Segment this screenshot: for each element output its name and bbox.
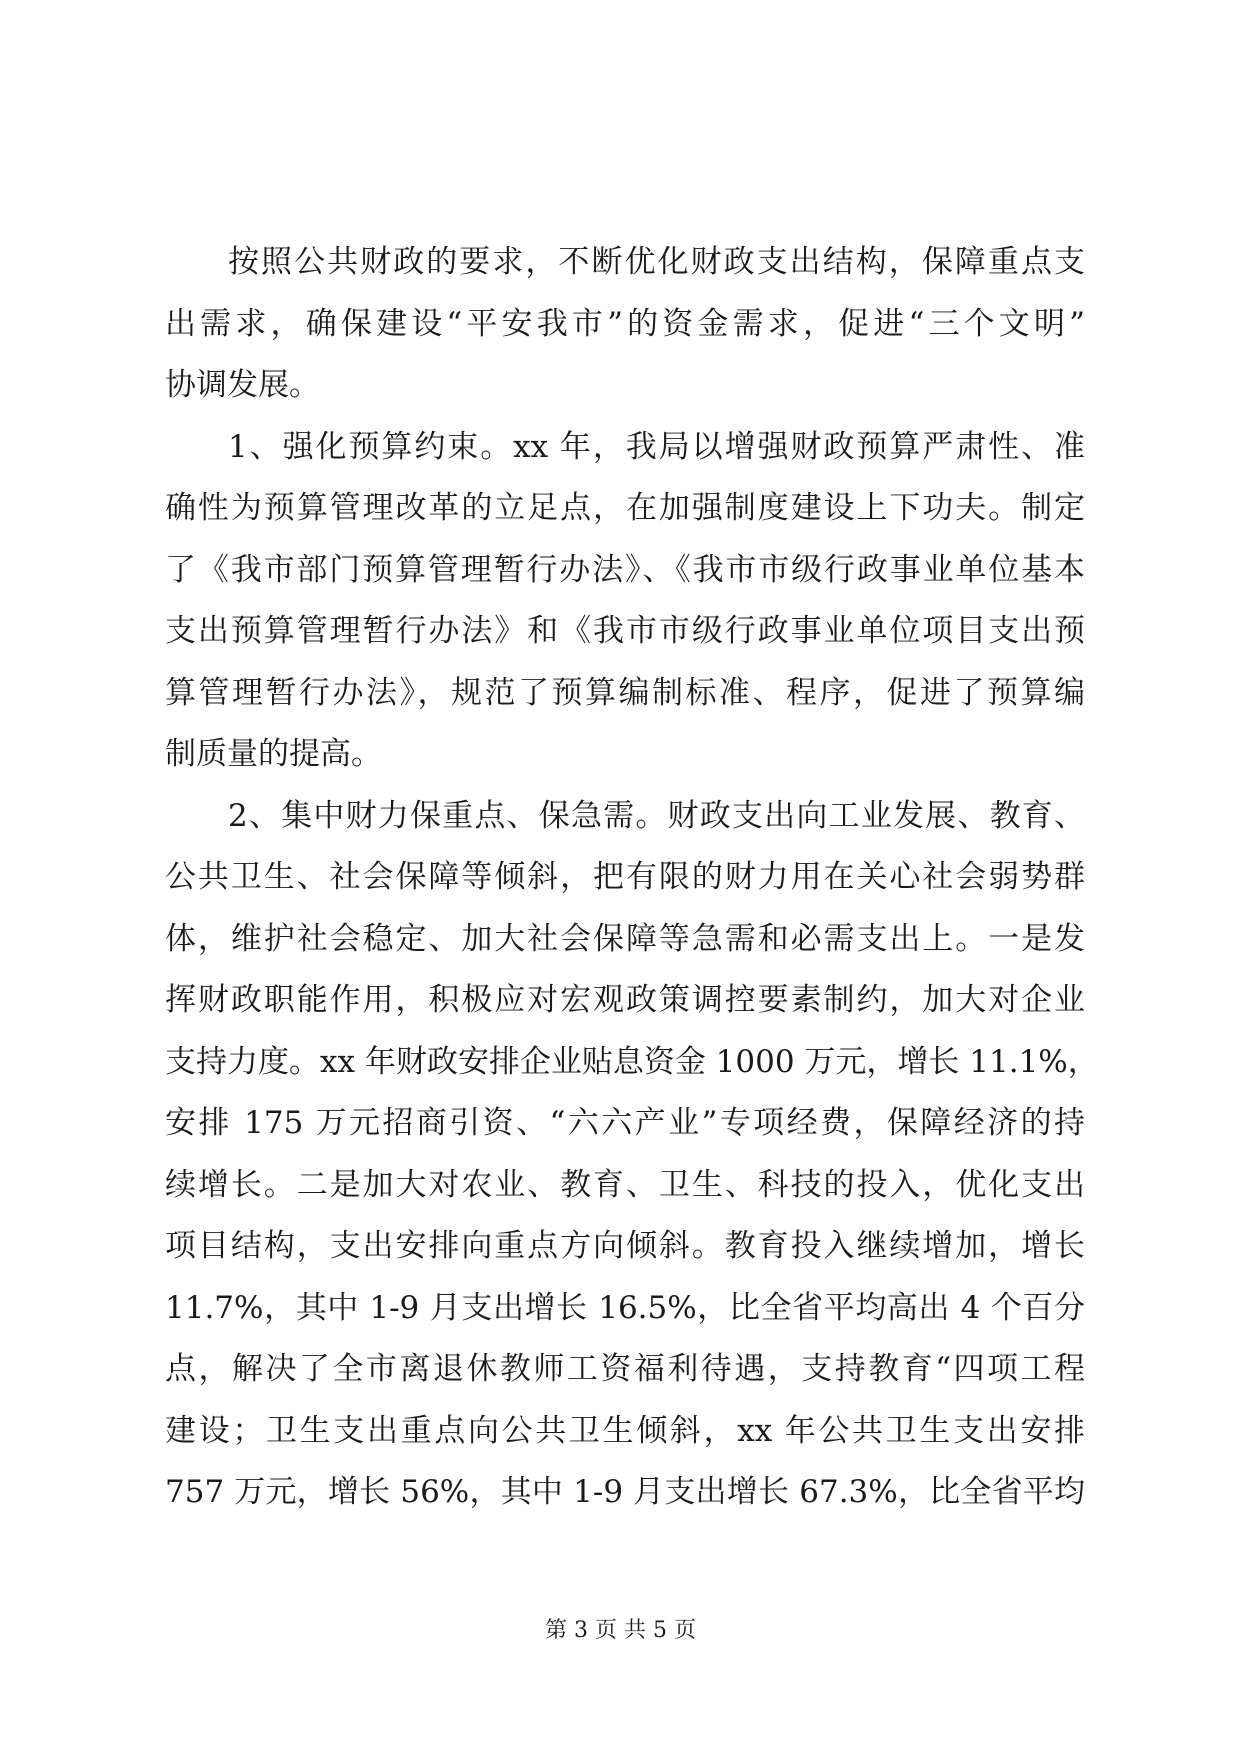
paragraph-3-line-5: 支持力度。xx 年财政安排企业贴息资金 1000 万元，增长 11.1%， [165, 1043, 1099, 1080]
paragraph-3-line-3: 体，维护社会稳定、加大社会保障等急需和必需支出上。一是发 [165, 920, 1085, 957]
paragraph-3-line-1: 2、集中财力保重点、保急需。财政支出向工业发展、教育、 [228, 797, 1085, 834]
paragraph-1-line-1: 按照公共财政的要求，不断优化财政支出结构，保障重点支 [228, 244, 1085, 280]
paragraph-2-line-5: 算管理暂行办法》，规范了预算编制标准、程序，促进了预算编 [165, 674, 1085, 711]
paragraph-3-line-7: 续增长。二是加大对农业、教育、卫生、科技的投入，优化支出 [165, 1166, 1085, 1203]
paragraph-3-line-11: 建设；卫生支出重点向公共卫生倾斜，xx 年公共卫生支出安排 [165, 1412, 1085, 1449]
paragraph-3-line-12: 757 万元，增长 56%，其中 1-9 月支出增长 67.3%，比全省平均 [165, 1474, 1085, 1510]
paragraph-3-line-9: 11.7%，其中 1-9 月支出增长 16.5%，比全省平均高出 4 个百分 [165, 1289, 1085, 1326]
page-number-footer: 第 3 页 共 5 页 [545, 1618, 696, 1643]
paragraph-2-line-1: 1、强化预算约束。xx 年，我局以增强财政预算严肃性、准 [228, 428, 1085, 465]
paragraph-3-line-2: 公共卫生、社会保障等倾斜，把有限的财力用在关心社会弱势群 [165, 859, 1085, 895]
paragraph-1-line-3: 协调发展。 [165, 367, 320, 403]
paragraph-3-line-4: 挥财政职能作用，积极应对宏观政策调控要素制约，加大对企业 [165, 982, 1085, 1018]
paragraph-2-line-3: 了《我市部门预算管理暂行办法》、《我市市级行政事业单位基本 [165, 551, 1085, 588]
paragraph-1-line-2: 出需求，确保建设“平安我市”的资金需求，促进“三个文明” [165, 305, 1085, 342]
document-body [165, 232, 1099, 1524]
paragraph-2-line-2: 确性为预算管理改革的立足点，在加强制度建设上下功夫。制定 [165, 490, 1085, 526]
paragraph-2-line-4: 支出预算管理暂行办法》和《我市市级行政事业单位项目支出预 [165, 613, 1085, 649]
paragraph-3-line-8: 项目结构，支出安排向重点方向倾斜。教育投入继续增加，增长 [165, 1228, 1085, 1264]
paragraph-2-line-6: 制质量的提高。 [165, 736, 382, 772]
paragraph-3-line-10: 点，解决了全市离退休教师工资福利待遇，支持教育“四项工程 [165, 1351, 1085, 1387]
paragraph-3-line-6: 安排 175 万元招商引资、“六六产业”专项经费，保障经济的持 [165, 1105, 1085, 1141]
